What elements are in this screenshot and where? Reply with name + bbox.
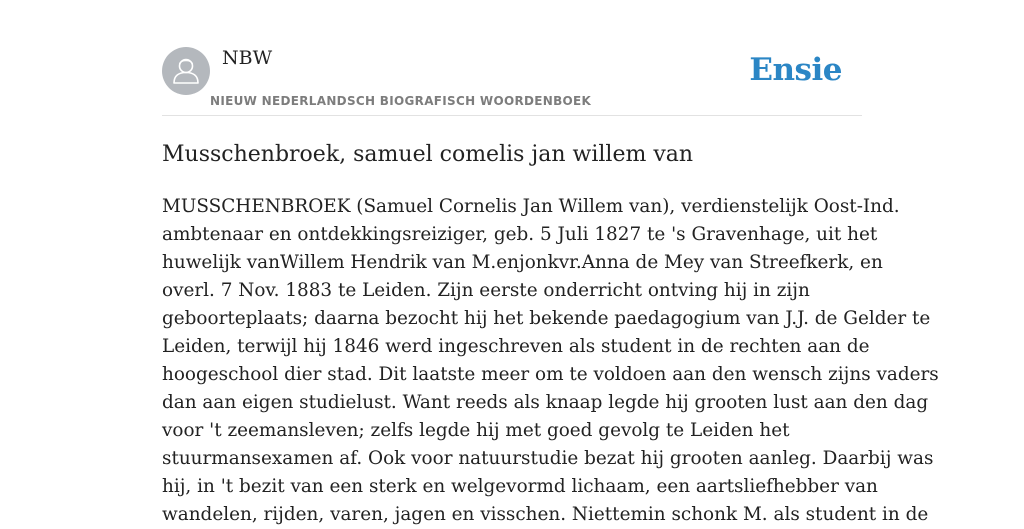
article-body-line: stuurmansexamen af. Ook voor natuurstudie bezat hij grooten aanleg. Daarbij was xyxy=(162,448,934,469)
source-name[interactable]: NBW xyxy=(222,47,273,69)
article-body-line: hij, in 't bezit van een sterk en welgevormd lichaam, een aartsliefhebber van xyxy=(162,476,878,497)
article-body-line: ambtenaar en ontdekkingsreiziger, geb. 5 Juli 1827 te 's Gravenhage, uit het xyxy=(162,224,878,245)
header-divider xyxy=(162,115,862,116)
source-full-name: NIEUW NEDERLANDSCH BIOGRAFISCH WOORDENBOEK xyxy=(210,94,592,108)
user-silhouette-icon xyxy=(162,47,210,95)
article-title: Musschenbroek, samuel comelis jan willem van xyxy=(162,142,694,167)
article-body-line: hoogeschool dier stad. Dit laatste meer om te voldoen aan den wensch zijns vaders xyxy=(162,364,939,385)
article-body-line: wandelen, rijden, varen, jagen en visschen. Niettemin schonk M. als student in de xyxy=(162,504,929,525)
source-avatar[interactable] xyxy=(162,47,210,95)
article-body-line: Leiden, terwijl hij 1846 werd ingeschreven als student in de rechten aan de xyxy=(162,336,870,357)
brand-logo[interactable]: Ensie xyxy=(749,52,842,88)
source-header xyxy=(162,46,862,116)
article-body-line: dan aan eigen studielust. Want reeds als knaap legde hij grooten lust aan den dag xyxy=(162,392,929,413)
article-body-line: huwelijk vanWillem Hendrik van M.enjonkvr.Anna de Mey van Streefkerk, en xyxy=(162,252,883,273)
article-body-line: overl. 7 Nov. 1883 te Leiden. Zijn eerste onderricht ontving hij in zijn xyxy=(162,280,810,301)
article-body-line: MUSSCHENBROEK (Samuel Cornelis Jan Willem van), verdienstelijk Oost-Ind. xyxy=(162,196,900,217)
article-body xyxy=(162,193,939,529)
article-body-line: voor 't zeemansleven; zelfs legde hij met goed gevolg te Leiden het xyxy=(162,420,790,441)
article-body-line: geboorteplaats; daarna bezocht hij het bekende paedagogium van J.J. de Gelder te xyxy=(162,308,931,329)
